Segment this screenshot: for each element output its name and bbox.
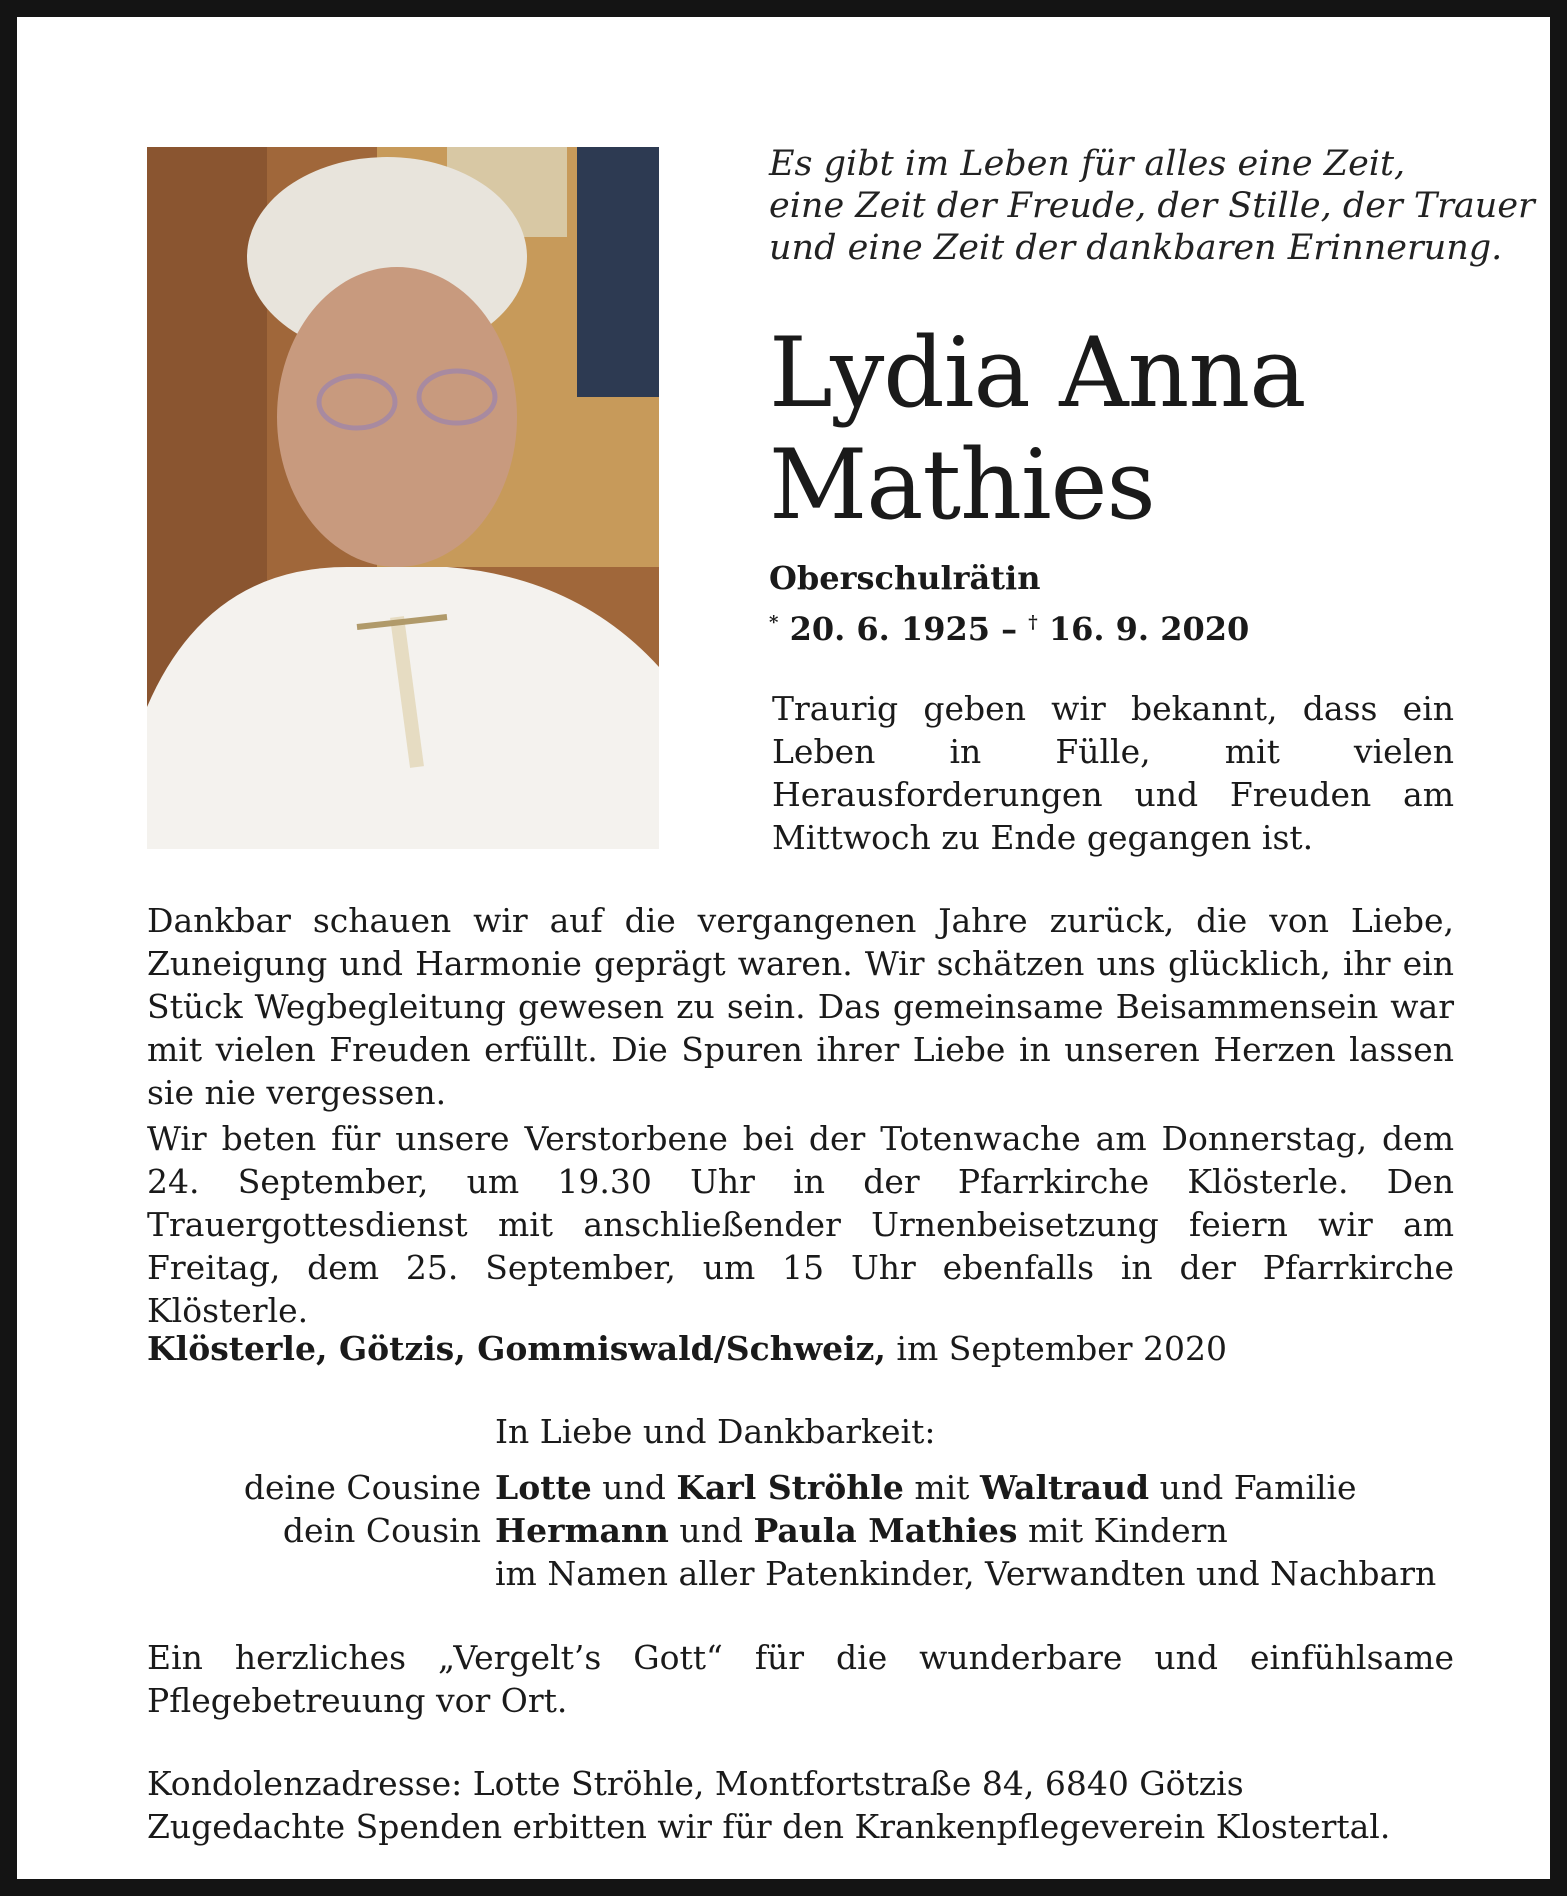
death-date: 16. 9. 2020 xyxy=(1048,610,1250,648)
life-dates xyxy=(769,602,1249,650)
motto-quote xyxy=(769,143,1535,269)
mourner-extended: im Namen aller Patenkinder, Verwandten und Nachbarn xyxy=(495,1554,1437,1593)
birth-date: 20. 6. 1925 xyxy=(789,610,990,648)
donation-note: Zugedachte Spenden erbitten wir für den Krankenpflegeverein Klostertal. xyxy=(147,1807,1391,1846)
mourner-name: Lotte xyxy=(495,1468,592,1507)
intro-paragraph: Traurig geben wir bekannt, dass ein Leben in Fülle, mit vielen Herausforderungen und Freuden am Mittwoch zu Ende gegangen ist. xyxy=(772,689,1454,857)
mourner-conjunction: mit xyxy=(914,1468,970,1507)
mourner-rest: mit Kindern xyxy=(1027,1511,1228,1550)
funeral-paragraph: Wir beten für unsere Verstorbene bei der Totenwache am Donnerstag, dem 24. September, um 19.30 Uhr in der Pfarrkirche Klösterle. Den Trauergottesdienst mit anschließender Urnenbeisetzung feiern wir am Freitag, dem 25. September, um 15 Uhr ebenfalls in der Pfarrkirche Klösterle. xyxy=(147,1119,1454,1330)
place-date: im September 2020 xyxy=(896,1329,1227,1368)
mourner-relation: deine Cousine xyxy=(243,1468,481,1507)
mourner-name: Waltraud xyxy=(979,1468,1150,1507)
condolence-address: Kondolenzadresse: Lotte Ströhle, Montfortstraße 84, 6840 Götzis xyxy=(147,1764,1244,1803)
motto-line: eine Zeit der Freude, der Stille, der Trauer xyxy=(769,186,1535,226)
locations: Klösterle, Götzis, Gommiswald/Schweiz, xyxy=(147,1329,886,1368)
mourner-names xyxy=(495,1509,1228,1552)
mourner-name: Paula Mathies xyxy=(753,1511,1018,1550)
mourners-heading: In Liebe und Dankbarkeit: xyxy=(495,1412,936,1451)
deceased-name xyxy=(769,317,1305,541)
name-line: Mathies xyxy=(769,429,1155,541)
mourner-name: Karl Ströhle xyxy=(676,1468,904,1507)
deceased-title: Oberschulrätin xyxy=(769,559,1041,597)
death-symbol: † xyxy=(1028,612,1038,633)
portrait-photo xyxy=(147,147,659,849)
motto-line: Es gibt im Leben für alles eine Zeit, xyxy=(769,144,1406,184)
mourner-conjunction: und xyxy=(602,1468,666,1507)
birth-symbol: * xyxy=(769,612,779,633)
mourner-names xyxy=(495,1466,1357,1509)
place-date-line xyxy=(147,1327,1227,1370)
thanks-paragraph: Ein herzliches „Vergelt’s Gott“ für die wunderbare und einfühlsame Pflegebetreuung vor Ort. xyxy=(147,1638,1454,1720)
name-line: Lydia Anna xyxy=(769,317,1306,429)
contact-block xyxy=(147,1762,1390,1848)
motto-line: und eine Zeit der dankbaren Erinnerung. xyxy=(769,228,1503,268)
mourner-conjunction: und xyxy=(679,1511,743,1550)
mourner-relation: dein Cousin xyxy=(282,1511,481,1550)
mourner-rest: und Familie xyxy=(1159,1468,1357,1507)
date-dash: – xyxy=(1001,610,1018,648)
memory-paragraph: Dankbar schauen wir auf die vergangenen Jahre zurück, die von Liebe, Zuneigung und Harmonie geprägt waren. Wir schätzen uns glücklich, ihr ein Stück Wegbegleitung gewesen zu sein. Das gemeinsame Beisammensein war mit vielen Freuden erfüllt. Die Spuren ihrer Liebe in unseren Herzen lassen sie nie vergessen. xyxy=(147,901,1454,1112)
mourner-name: Hermann xyxy=(495,1511,669,1550)
